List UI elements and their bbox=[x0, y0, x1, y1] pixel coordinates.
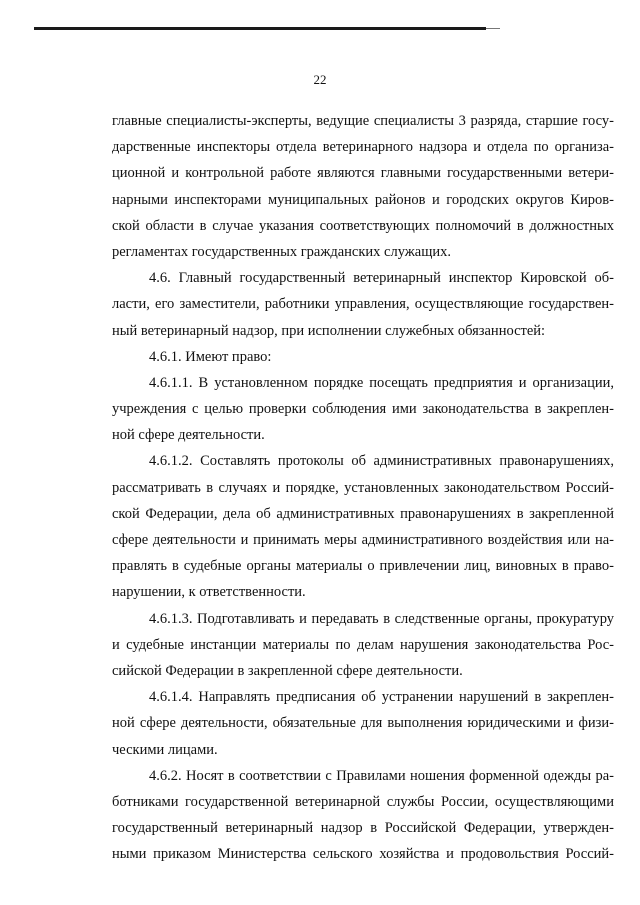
text-line: государственный ветеринарный надзор в Российской Федерации, утвержден- bbox=[112, 820, 614, 837]
document-body bbox=[112, 108, 614, 867]
text-line: регламентах государственных гражданских служащих. bbox=[112, 243, 452, 260]
text-line: правлять в судебные органы материалы о привлечении лиц, виновных в право- bbox=[112, 558, 614, 575]
text-line: ной сфере деятельности, обязательные для выполнения юридическими и физи- bbox=[112, 715, 614, 732]
paragraph-4-6: 4.6. Главный государственный ветеринарный инспектор Кировской об- bbox=[149, 270, 614, 287]
paragraph-4-6-1-1: 4.6.1.1. В установленном порядке посещать предприятия и организации, bbox=[149, 374, 614, 391]
text-line: ческими лицами. bbox=[112, 741, 218, 758]
text-line: ный ветеринарный надзор, при исполнении служебных обязанностей: bbox=[112, 322, 546, 339]
text-line: дарственные инспекторы отдела ветеринарного надзора и отдела по организа- bbox=[112, 139, 614, 156]
text-line: ботниками государственной ветеринарной службы России, осуществляющими bbox=[112, 793, 614, 810]
text-line: сфере деятельности и принимать меры административного воздействия или на- bbox=[112, 532, 614, 548]
text-line: учреждения с целью проверки соблюдения ими законодательства в закреплен- bbox=[112, 401, 614, 418]
text-line: ционной и контрольной работе являются главными государственными ветери- bbox=[112, 165, 614, 182]
paragraph-4-6-1: 4.6.1. Имеют право: bbox=[149, 348, 272, 365]
text-line: ской Федерации, дела об административных правонарушениях в закрепленной bbox=[112, 505, 614, 522]
text-line: главные специалисты-эксперты, ведущие специалисты 3 разряда, старшие госу- bbox=[112, 113, 614, 129]
text-line: нарными инспекторами муниципальных районов и городских округов Киров- bbox=[112, 191, 614, 208]
text-line: ласти, его заместители, работники управления, осуществляющие государствен- bbox=[112, 296, 614, 313]
header-rule bbox=[34, 27, 486, 30]
paragraph-4-6-2: 4.6.2. Носят в соответствии с Правилами ношения форменной одежды ра- bbox=[149, 767, 614, 784]
text-line: ной сфере деятельности. bbox=[112, 427, 265, 444]
paragraph-4-6-1-4: 4.6.1.4. Направлять предписания об устранении нарушений в закреплен- bbox=[149, 689, 614, 706]
text-line: и судебные инстанции материалы по делам нарушения законодательства Рос- bbox=[112, 636, 614, 653]
text-line: сийской Федерации в закрепленной сфере деятельности. bbox=[112, 662, 463, 679]
paragraph-4-6-1-3: 4.6.1.3. Подготавливать и передавать в следственные органы, прокуратуру bbox=[149, 610, 614, 627]
text-line: нарушении, к ответственности. bbox=[112, 584, 306, 601]
text-line: ской области в случае указания соответствующих полномочий в должностных bbox=[112, 217, 614, 234]
text-line: рассматривать в случаях и порядке, установленных законодательством Россий- bbox=[112, 479, 614, 496]
page-number: 22 bbox=[313, 72, 327, 87]
paragraph-4-6-1-2: 4.6.1.2. Составлять протоколы об административных правонарушениях, bbox=[149, 453, 614, 470]
header-rule-tail bbox=[486, 28, 500, 29]
text-line: ными приказом Министерства сельского хозяйства и продовольствия Россий- bbox=[112, 846, 614, 863]
